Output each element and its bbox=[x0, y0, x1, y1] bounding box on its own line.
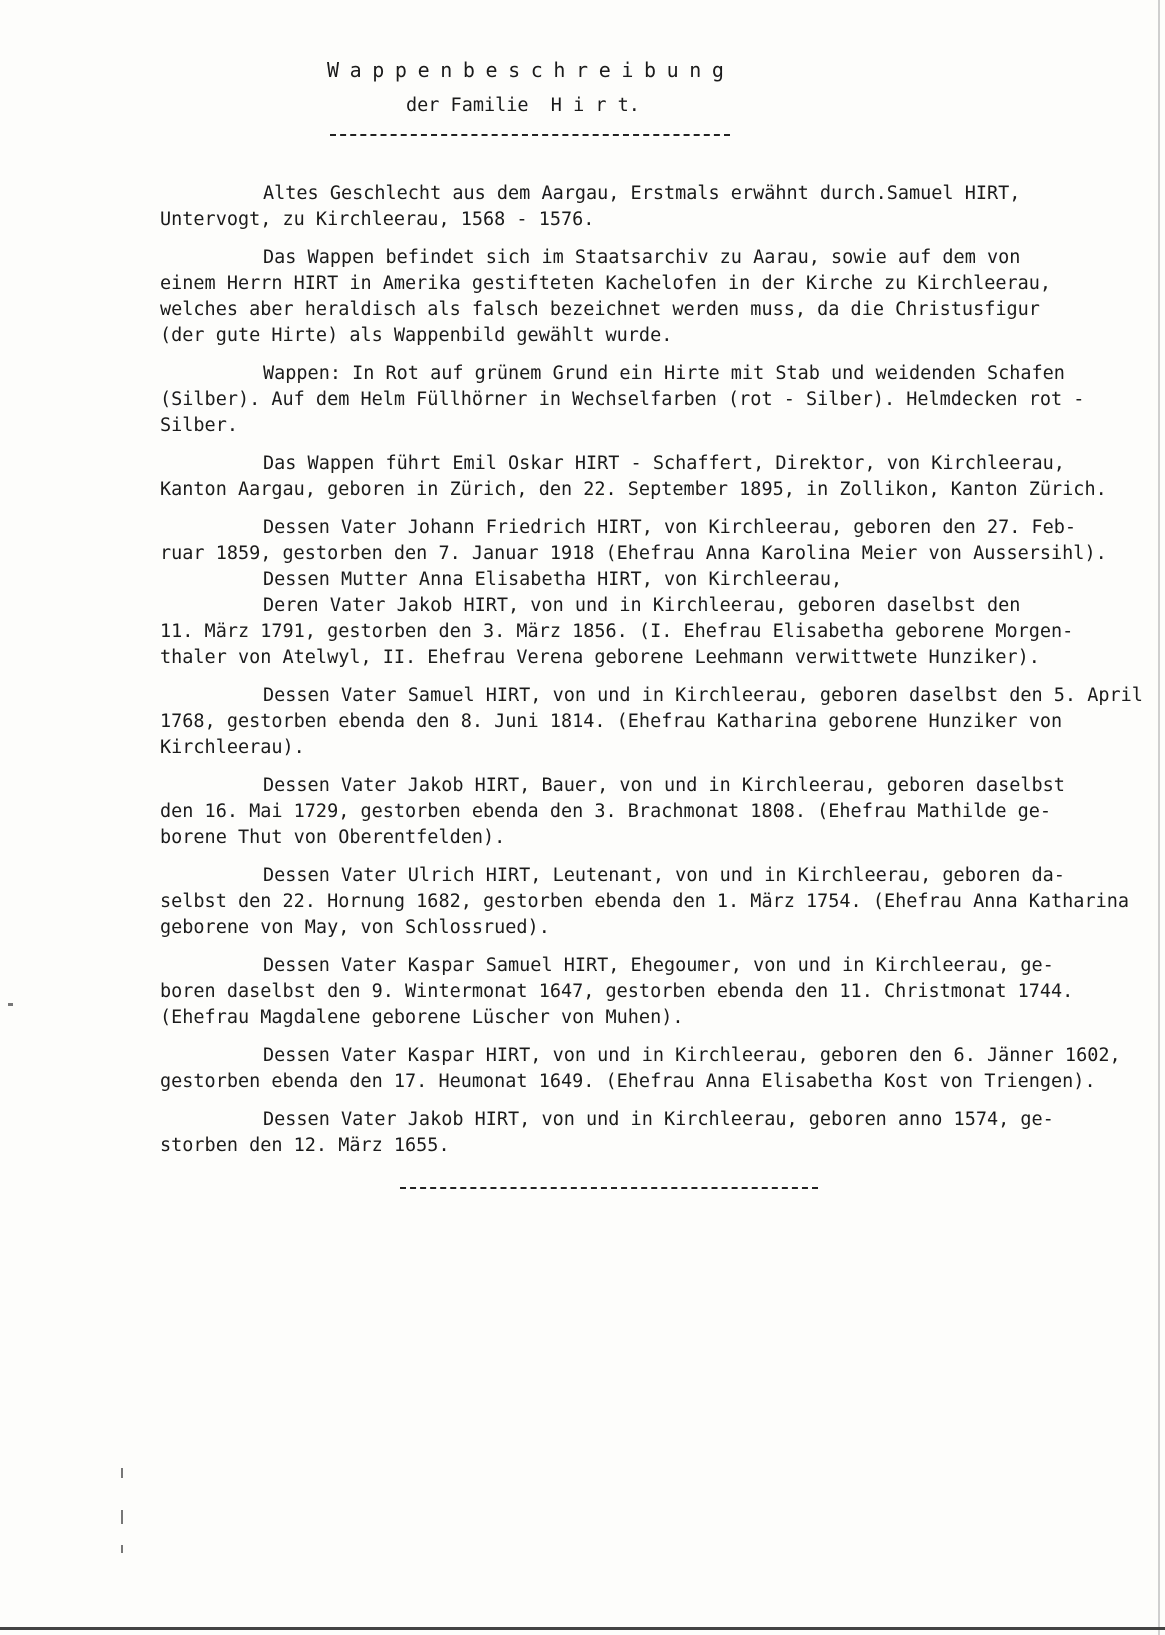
scan-speck bbox=[121, 1510, 123, 1524]
text-line: selbst den 22. Hornung 1682, gestorben ebenda den 1. März 1754. (Ehefrau Anna Katharina bbox=[160, 891, 1130, 912]
text-line: (Silber). Auf dem Helm Füllhörner in Wechselfarben (rot - Silber). Helmdecken rot - bbox=[160, 389, 1085, 410]
text-line: gestorben ebenda den 17. Heumonat 1649. (Ehefrau Anna Elisabetha Kost von Triengen). bbox=[160, 1071, 1096, 1092]
text-line: Das Wappen führt Emil Oskar HIRT - Schaffert, Direktor, von Kirchleerau, bbox=[263, 453, 1065, 474]
text-line: storben den 12. März 1655. bbox=[160, 1135, 450, 1156]
text-line: boren daselbst den 9. Wintermonat 1647, gestorben ebenda den 11. Christmonat 1744. bbox=[160, 981, 1074, 1002]
text-line: geborene von May, von Schlossrued). bbox=[160, 917, 550, 938]
text-line: Deren Vater Jakob HIRT, von und in Kirchleerau, geboren daselbst den bbox=[263, 595, 1021, 616]
scan-speck bbox=[121, 1468, 123, 1478]
text-line: Dessen Vater Samuel HIRT, von und in Kirchleerau, geboren daselbst den 5. April bbox=[263, 685, 1143, 706]
scan-speck bbox=[8, 1003, 13, 1006]
title-underline bbox=[330, 134, 730, 136]
text-line: borene Thut von Oberentfelden). bbox=[160, 827, 506, 848]
text-line: 11. März 1791, gestorben den 3. März 1856. (I. Ehefrau Elisabetha geborene Morgen- bbox=[160, 621, 1074, 642]
document-title: Wappenbeschreibung bbox=[327, 58, 735, 82]
document-subtitle: der Familie H i r t. bbox=[406, 95, 640, 116]
text-line: Dessen Vater Ulrich HIRT, Leutenant, von und in Kirchleerau, geboren da- bbox=[263, 865, 1065, 886]
text-line: thaler von Atelwyl, II. Ehefrau Verena geborene Leehmann verwittwete Hunziker). bbox=[160, 647, 1040, 668]
text-line: Dessen Vater Kaspar HIRT, von und in Kirchleerau, geboren den 6. Jänner 1602, bbox=[263, 1045, 1121, 1066]
text-line: Kanton Aargau, geboren in Zürich, den 22. September 1895, in Zollikon, Kanton Zürich. bbox=[160, 479, 1107, 500]
closing-rule bbox=[400, 1187, 818, 1189]
text-line: den 16. Mai 1729, gestorben ebenda den 3. Brachmonat 1808. (Ehefrau Mathilde ge- bbox=[160, 801, 1052, 822]
document-body bbox=[160, 181, 1145, 1159]
text-line: (Ehefrau Magdalene geborene Lüscher von Muhen). bbox=[160, 1007, 684, 1028]
text-line: (der gute Hirte) als Wappenbild gewählt wurde. bbox=[160, 325, 673, 346]
text-line: Dessen Mutter Anna Elisabetha HIRT, von Kirchleerau, bbox=[263, 569, 843, 590]
text-line: Dessen Vater Kaspar Samuel HIRT, Ehegoumer, von und in Kirchleerau, ge- bbox=[263, 955, 1054, 976]
text-line: einem Herrn HIRT in Amerika gestifteten Kachelofen in der Kirche zu Kirchleerau, bbox=[160, 273, 1052, 294]
text-line: ruar 1859, gestorben den 7. Januar 1918 (Ehefrau Anna Karolina Meier von Aussersihl). bbox=[160, 543, 1107, 564]
text-line: Dessen Vater Jakob HIRT, von und in Kirchleerau, geboren anno 1574, ge- bbox=[263, 1109, 1054, 1130]
scan-speck bbox=[121, 1545, 123, 1553]
text-line: Wappen: In Rot auf grünem Grund ein Hirte mit Stab und weidenden Schafen bbox=[263, 363, 1065, 384]
text-line: Untervogt, zu Kirchleerau, 1568 - 1576. bbox=[160, 209, 595, 230]
text-line: Das Wappen befindet sich im Staatsarchiv zu Aarau, sowie auf dem von bbox=[263, 247, 1021, 268]
text-line: Dessen Vater Johann Friedrich HIRT, von Kirchleerau, geboren den 27. Feb- bbox=[263, 517, 1077, 538]
text-line: Kirchleerau). bbox=[160, 737, 305, 758]
text-line: Altes Geschlecht aus dem Aargau, Erstmals erwähnt durch.Samuel HIRT, bbox=[263, 183, 1021, 204]
text-line: Silber. bbox=[160, 415, 238, 436]
text-line: 1768, gestorben ebenda den 8. Juni 1814. (Ehefrau Katharina geborene Hunziker von bbox=[160, 711, 1063, 732]
scan-edge-right bbox=[1158, 0, 1160, 1635]
text-line: Dessen Vater Jakob HIRT, Bauer, von und in Kirchleerau, geboren daselbst bbox=[263, 775, 1065, 796]
scan-edge-bottom bbox=[0, 1627, 1165, 1630]
text-line: welches aber heraldisch als falsch bezeichnet werden muss, da die Christusfigur bbox=[160, 299, 1040, 320]
